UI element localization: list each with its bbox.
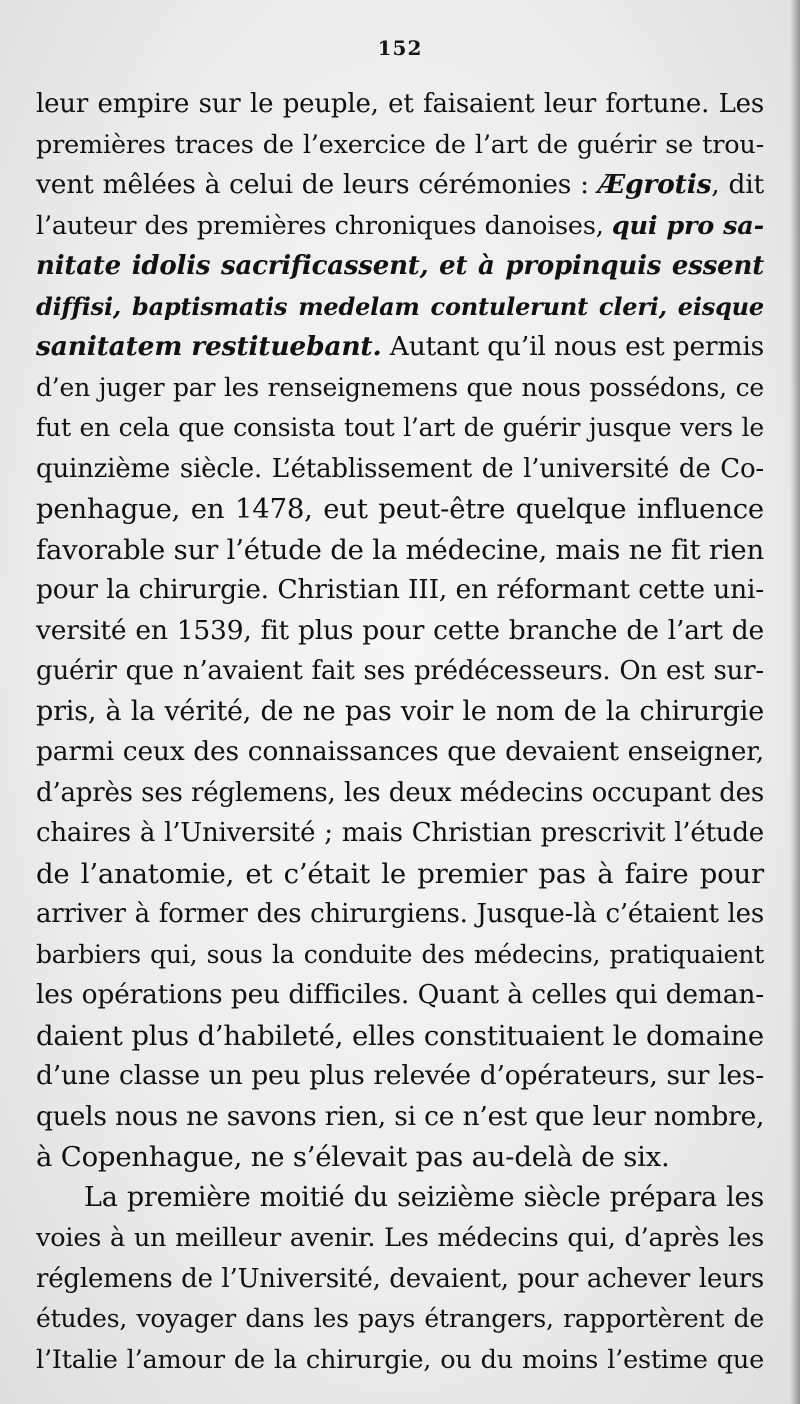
text-line bbox=[36, 327, 764, 368]
text-line bbox=[36, 611, 764, 652]
latin-quote: Ægrotis bbox=[597, 169, 712, 200]
text-line bbox=[36, 773, 764, 814]
text-run: , dit bbox=[711, 169, 764, 200]
text-run: barbiers qui, sous la conduite des médecins, pratiquaient bbox=[36, 939, 764, 969]
text-run: parmi ceux des connaissances que devaient enseigner, bbox=[36, 736, 764, 767]
text-run: favorable sur l’étude de la médecine, mais ne fit rien bbox=[36, 533, 764, 566]
latin-quote: sanitatem restituebant. bbox=[36, 331, 382, 362]
text-run: La première moitié du seizième siècle prépara les bbox=[84, 1181, 764, 1213]
text-run: l’Italie l’amour de la chirurgie, ou du moins l’estime que bbox=[36, 1344, 764, 1375]
text-run: pour la chirurgie. Christian III, en réformant cette uni- bbox=[36, 574, 764, 605]
text-run: d’en juger par les renseignemens que nous possédons, ce bbox=[36, 372, 764, 402]
text-run: voies à un meilleur avenir. Les médecins qui, d’après les bbox=[36, 1223, 764, 1253]
text-run: arriver à former des chirurgiens. Jusque-là c’étaient les bbox=[36, 899, 764, 929]
text-line bbox=[36, 489, 764, 530]
text-run: d’après ses réglemens, les deux médecins occupant des bbox=[36, 777, 764, 808]
latin-quote-line bbox=[36, 287, 764, 328]
text-line bbox=[36, 570, 764, 611]
text-line bbox=[36, 165, 764, 206]
text-line bbox=[36, 975, 764, 1016]
text-run: réglemens de l’Université, devaient, pour achever leurs bbox=[36, 1263, 764, 1294]
latin-quote: diffisi, baptismatis medelam contulerunt cleri, eisque bbox=[36, 291, 764, 321]
text-run: leur empire sur le peuple, et faisaient leur fortune. Les bbox=[36, 89, 764, 119]
body-text bbox=[36, 84, 764, 1380]
text-line bbox=[36, 206, 764, 247]
text-run: d’une classe un peu plus relevée d’opérateurs, sur les- bbox=[36, 1060, 764, 1091]
text-line bbox=[36, 84, 764, 125]
text-line bbox=[36, 1097, 764, 1138]
latin-quote: nitate idolis sacrificassent, et à propinquis essent bbox=[36, 251, 764, 281]
paragraph-start-line bbox=[36, 1178, 764, 1219]
text-line bbox=[36, 854, 764, 895]
text-line bbox=[36, 1218, 764, 1259]
page-number: 152 bbox=[377, 36, 423, 60]
text-run: chaires à l’Université ; mais Christian prescrivit l’étude bbox=[36, 818, 764, 848]
text-line bbox=[36, 408, 764, 449]
text-run: fut en cela que consista tout l’art de guérir jusque vers le bbox=[36, 413, 764, 442]
text-line bbox=[36, 651, 764, 692]
text-run: études, voyager dans les pays étrangers, rapportèrent de bbox=[36, 1304, 764, 1333]
text-line bbox=[36, 1340, 764, 1381]
text-run: à Copenhague, ne s’élevait pas au-delà de six. bbox=[36, 1141, 670, 1173]
text-run: guérir que n’avaient fait ses prédécesseurs. On est sur- bbox=[36, 656, 764, 686]
text-line bbox=[36, 732, 764, 773]
text-run: quinzième siècle. L’établissement de l’université de Co- bbox=[36, 453, 764, 484]
text-line bbox=[36, 1056, 764, 1097]
text-run: vent mêlées à celui de leurs cérémonies : bbox=[36, 169, 598, 200]
text-line bbox=[36, 368, 764, 409]
text-line bbox=[36, 813, 764, 854]
text-run: versité en 1539, fit plus pour cette branche de l’art de bbox=[36, 614, 764, 646]
page-edge-shadow bbox=[790, 0, 800, 1404]
text-line bbox=[36, 894, 764, 935]
text-run: l’auteur des premières chroniques danoises, bbox=[36, 210, 612, 241]
text-run: pris, à la vérité, de ne pas voir le nom de la chirurgie bbox=[36, 695, 764, 727]
text-line bbox=[36, 935, 764, 976]
text-run: premières traces de l’exercice de l’art de guérir se trou- bbox=[36, 129, 764, 160]
text-line bbox=[36, 1299, 764, 1340]
text-line bbox=[36, 692, 764, 733]
latin-quote: qui pro sa- bbox=[611, 210, 764, 241]
text-run: penhague, en 1478, eut peut-être quelque influence bbox=[36, 493, 764, 525]
text-run: de l’anatomie, et c’était le premier pas à faire pour bbox=[36, 857, 764, 890]
text-line bbox=[36, 1016, 764, 1057]
text-line bbox=[36, 1259, 764, 1300]
text-line bbox=[36, 125, 764, 166]
paragraph-end-line bbox=[36, 1137, 764, 1178]
text-run: daient plus d’habileté, elles constituaient le domaine bbox=[36, 1019, 764, 1052]
latin-quote-line bbox=[36, 246, 764, 287]
text-run: Autant qu’il nous est permis bbox=[381, 331, 765, 362]
text-run: quels nous ne savons rien, si ce n’est que leur nombre, bbox=[36, 1100, 765, 1132]
text-run: les opérations peu difficiles. Quant à celles qui deman- bbox=[36, 979, 764, 1010]
text-line bbox=[36, 449, 764, 490]
text-line bbox=[36, 530, 764, 571]
